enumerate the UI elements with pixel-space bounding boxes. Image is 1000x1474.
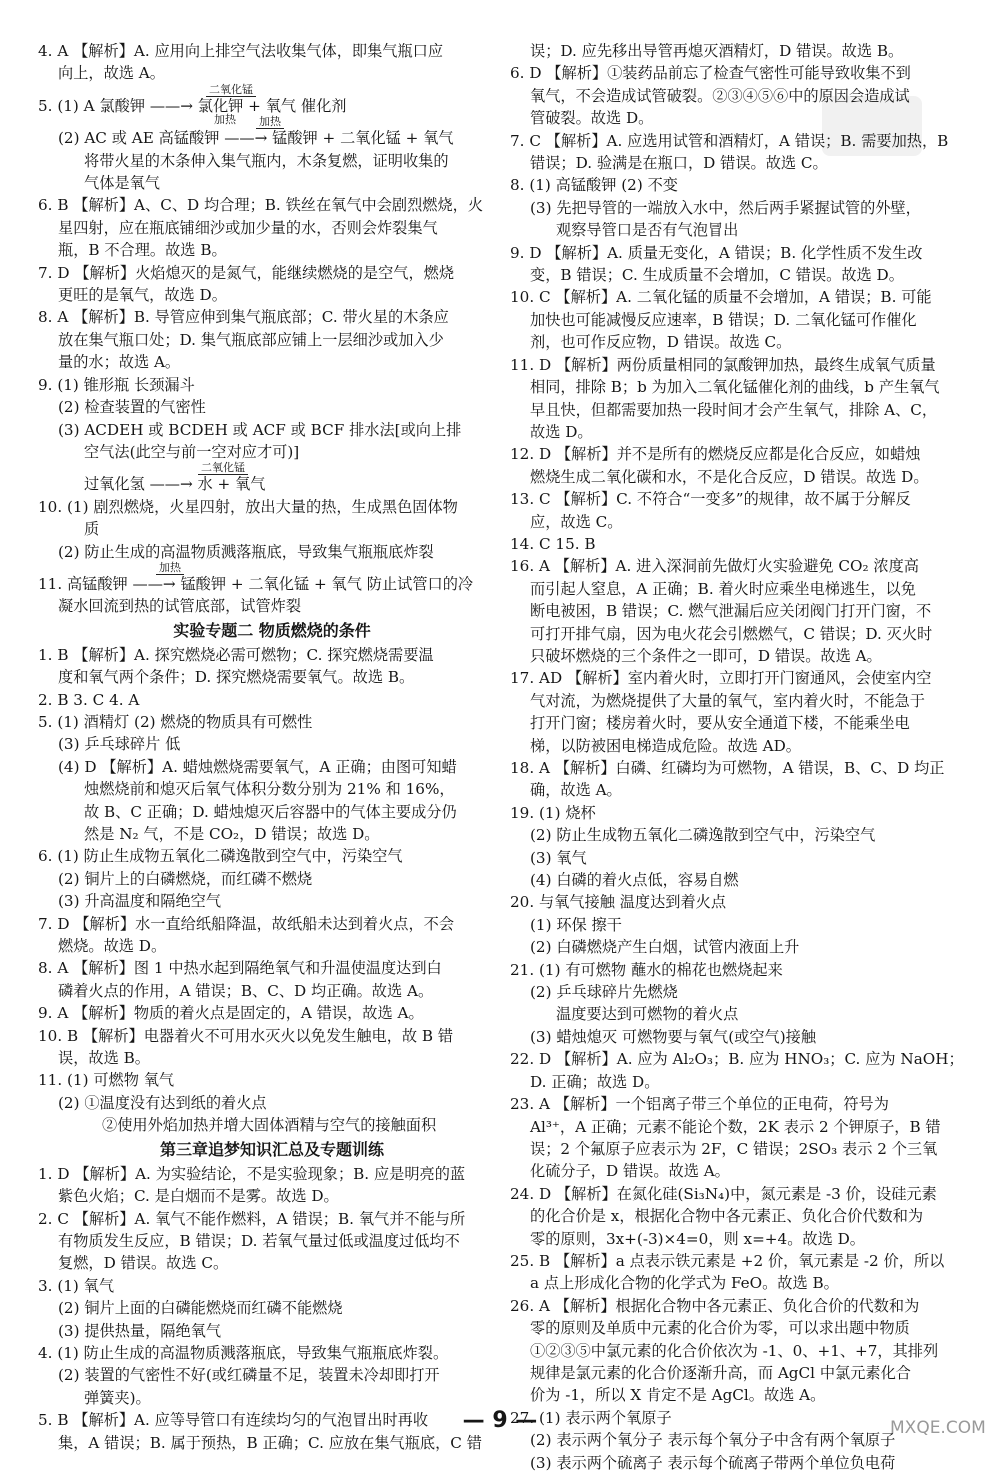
line-text: 过氧化氢 ——→ 水 + 氧气 [84, 475, 266, 494]
line-text: 质 [84, 520, 100, 539]
line-text: 24. D 【解析】在氮化硅(Si₃N₄)中，氮元素是 -3 价，设硅元素 [510, 1184, 937, 1203]
line-text: 空气法(此空与前一空对应才可)] [84, 442, 300, 461]
text-line [510, 533, 978, 555]
text-line [510, 757, 978, 779]
text-line [38, 1342, 506, 1364]
text-line [510, 600, 978, 622]
text-line [510, 376, 978, 398]
text-line [510, 645, 978, 667]
line-text: 零的原则，3x+(-3)×4=0，则 x=+4。故选 D。 [530, 1229, 865, 1248]
text-line [510, 824, 978, 846]
line-text: ①②③⑤中氯元素的化合价依次为 -1、0、+1、+7，其排列 [530, 1341, 939, 1360]
text-line [510, 219, 978, 241]
line-text: 8. (1) 高锰酸钾 (2) 不变 [510, 176, 678, 195]
line-text: 5. B 【解析】A. 应等导管口有连续均匀的气泡冒出时再收 [38, 1411, 429, 1430]
text-line [38, 239, 506, 261]
text-line [510, 1183, 978, 1205]
page-number: — 9 — [462, 1408, 538, 1433]
line-text: 17. AD 【解析】室内着火时，立即打开门窗通风，会使室内空 [510, 669, 932, 688]
text-line [38, 284, 506, 306]
text-line [510, 354, 978, 376]
text-line [38, 82, 506, 126]
line-text: 集，A 错误；B. 属于预热，B 正确；C. 应放在集气瓶底，C 错 [58, 1433, 482, 1452]
line-text: 实验专题二 物质燃烧的条件 [173, 620, 371, 640]
line-text: 星四射，应在瓶底铺细沙或加少量的水，否则会炸裂集气 [58, 218, 438, 237]
line-text: D. 正确；故选 D。 [530, 1072, 660, 1091]
text-line [510, 1160, 978, 1182]
text-line [510, 62, 978, 84]
text-line [38, 801, 506, 823]
text-line [510, 130, 978, 152]
line-text: (2) 铜片上的白磷燃烧，而红磷不燃烧 [58, 869, 313, 888]
text-line [38, 374, 506, 396]
line-text: 量的水；故选 A。 [58, 353, 181, 372]
text-line [510, 511, 978, 533]
line-text: 13. C 【解析】C. 不符合“一变多”的规律，故不属于分解反 [510, 490, 911, 509]
line-text: 1. D 【解析】A. 为实验结论，不是实验现象；B. 应是明亮的蓝 [38, 1164, 466, 1183]
text-line [38, 115, 506, 149]
text-line [510, 1026, 978, 1048]
text-line [38, 150, 506, 172]
text-line [38, 1275, 506, 1297]
text-line [510, 466, 978, 488]
text-line [510, 242, 978, 264]
line-text: 燃烧生成二氧化碳和水，不是化合反应，D 错误。故选 D。 [530, 467, 929, 486]
text-line [38, 845, 506, 867]
line-text: (4) 白磷的着火点低，容易自燃 [530, 871, 739, 890]
text-line [510, 174, 978, 196]
line-text: 错误；D. 验满是在瓶口，D 错误。故选 C。 [530, 154, 828, 173]
text-line [38, 1047, 506, 1069]
text-line [510, 40, 978, 62]
line-text: 加快也可能减慢反应速率，B 错误；D. 二氧化锰可作催化 [530, 310, 917, 329]
text-line [38, 461, 506, 495]
line-text: 凝水回流到热的试管底部，试管炸裂 [58, 597, 301, 616]
line-text: 的化合价是 x，根据化合物中各元素正、负化合价代数和为 [530, 1207, 924, 1226]
line-text: 可打开排气扇，因为电火花会引燃燃气，C 错误；D. 灭火时 [530, 624, 933, 643]
text-line [38, 62, 506, 84]
text-line [510, 1272, 978, 1294]
line-text: 气体是氧气 [84, 174, 160, 193]
text-line [38, 913, 506, 935]
text-line [510, 286, 978, 308]
line-text: 误；D. 应先移出导管再熄灭酒精灯，D 错误。故选 B。 [530, 42, 904, 60]
text-line [38, 890, 506, 912]
text-line [38, 1208, 506, 1230]
text-line [510, 1071, 978, 1093]
line-text: 观察导管口是否有气泡冒出 [556, 221, 739, 240]
text-line [510, 623, 978, 645]
line-text: (2) AC 或 AE 高锰酸钾 ——→ 锰酸钾 + 二氧化锰 + 氧气 [58, 129, 454, 148]
line-text: 25. B 【解析】a 点表示铁元素是 +2 价，氧元素是 -2 价，所以 [510, 1251, 945, 1270]
line-text: 11. D 【解析】两份质量相同的氯酸钾加热，最终生成氧气质量 [510, 355, 936, 374]
line-text: 12. D 【解析】并不是所有的燃烧反应都是化合反应，如蜡烛 [510, 445, 921, 464]
text-line [38, 396, 506, 418]
right-column [510, 40, 978, 1474]
line-text: (2) 检查装置的气密性 [58, 398, 206, 417]
reaction-condition: 二氧化锰 [198, 462, 248, 475]
line-text: ②使用外焰加热并增大固体酒精与空气的接触面积 [102, 1116, 437, 1135]
line-text: 16. A 【解析】A. 进入深洞前先做灯火实验避免 CO₂ 浓度高 [510, 557, 919, 576]
text-line [510, 690, 978, 712]
line-text: 氧气，不会造成试管破裂。②③④⑤⑥中的原因会造成试 [530, 86, 910, 105]
line-text: 6. D 【解析】①装药品前忘了检查气密性可能导致收集不到 [510, 64, 911, 83]
line-text: (3) 氧气 [530, 848, 587, 867]
text-line [38, 40, 506, 62]
text-line [510, 735, 978, 757]
text-line [38, 518, 506, 540]
line-text: 有物质发生反应，B 错误；D. 若氧气量过低或温度过低均不 [58, 1231, 460, 1250]
line-text: 放在集气瓶口处；D. 集气瓶底部应铺上一层细沙或加入少 [58, 330, 444, 349]
text-line [38, 560, 506, 595]
text-line [510, 1340, 978, 1362]
text-line [510, 309, 978, 331]
text-line [38, 217, 506, 239]
text-line [510, 399, 978, 421]
line-text: 价为 -1，所以 X 肯定不是 AgCl。故选 A。 [530, 1386, 826, 1405]
line-text: 3. (1) 氧气 [38, 1276, 115, 1295]
line-text: 规律是氯元素的化合价逐渐升高，而 AgCl 中氯元素化合 [530, 1363, 911, 1382]
line-text: (2) 装置的气密性不好(或红磷量不足，装置未冷却即打开 [58, 1366, 440, 1385]
text-line [510, 847, 978, 869]
text-line [38, 1163, 506, 1185]
text-line [38, 778, 506, 800]
line-text: 8. A 【解析】B. 导管应伸到集气瓶底部；C. 带火星的木条应 [38, 308, 449, 327]
line-text: 确，故选 A。 [530, 781, 622, 800]
text-line [510, 1093, 978, 1115]
text-line [38, 306, 506, 328]
text-line [510, 107, 978, 129]
line-text: 20. 与氧气接触 温度达到着火点 [510, 893, 727, 912]
line-text: (2) 表示两个氧分子 表示每个氧分子中含有两个氧原子 [530, 1431, 896, 1450]
text-line [510, 1205, 978, 1227]
line-text: (2) 铜片上面的白磷能燃烧而红磷不能燃烧 [58, 1299, 343, 1318]
text-line [38, 441, 506, 463]
section-heading [38, 1137, 506, 1163]
line-text: 10. C 【解析】A. 二氧化锰的质量不会增加，A 错误；B. 可能 [510, 288, 932, 307]
line-text: 2. C 【解析】A. 氧气不能作燃料，A 错误；B. 氧气并不能与所 [38, 1209, 466, 1228]
line-text: (4) D 【解析】A. 蜡烛燃烧需要氧气，A 正确；由图可知蜡 [58, 757, 457, 776]
line-text: (1) 环保 擦干 [530, 915, 622, 934]
text-line [510, 712, 978, 734]
line-text: 1. B 【解析】A. 探究燃烧必需可燃物；C. 探究燃烧需要温 [38, 645, 434, 664]
text-line [510, 331, 978, 353]
line-text: 10. (1) 剧烈燃烧，火星四射，放出大量的热，生成黑色固体物 [38, 497, 458, 516]
reaction-condition: 加热 [256, 116, 284, 129]
line-text: 然是 N₂ 气，不是 CO₂，D 错误；故选 D。 [84, 825, 380, 843]
text-line [38, 733, 506, 755]
line-text: 9. (1) 锥形瓶 长颈漏斗 [38, 375, 195, 394]
line-text: 6. (1) 防止生成物五氧化二磷逸散到空气中，污染空气 [38, 847, 403, 866]
line-text: 相同，排除 B；b 为加入二氧化锰催化剂的曲线，b 产生氧气 [530, 378, 940, 397]
line-text: 而引起人窒息，A 正确；B. 着火时应乘坐电梯逃生，以免 [530, 579, 916, 598]
text-line [510, 959, 978, 981]
line-text: 打开门窗；楼房着火时，要从安全通道下楼，不能乘坐电 [530, 714, 910, 733]
text-line [38, 194, 506, 216]
line-text: 23. A 【解析】一个铝离子带三个单位的正电荷，符号为 [510, 1095, 889, 1114]
text-line [38, 666, 506, 688]
line-text: 零的原则及单质中元素的化合价为零，可以求出题中物质 [530, 1319, 910, 1338]
line-text: 向上，故选 A。 [58, 64, 165, 83]
line-text: (3) 乒乓球碎片 低 [58, 735, 181, 754]
line-text: 26. A 【解析】根据化合物中各元素正、负化合价的代数和为 [510, 1296, 920, 1315]
line-text: 早且快，但都需要加热一段时间才会产生氧气，排除 A、C， [530, 400, 938, 419]
text-line [510, 152, 978, 174]
text-line [510, 443, 978, 465]
line-text: (3) 蜡烛熄灭 可燃物要与氧气(或空气)接触 [530, 1027, 817, 1046]
line-text: 19. (1) 烧杯 [510, 803, 596, 822]
text-line [510, 1138, 978, 1160]
line-text: 度和氧气两个条件；D. 探究燃烧需要氧气。故选 B。 [58, 668, 415, 687]
line-text: (2) 白磷燃烧产生白烟，试管内液面上升 [530, 938, 800, 957]
reaction-condition: 二氧化锰 [206, 84, 256, 97]
line-text: 更旺的是氧气，故选 D。 [58, 286, 227, 305]
text-line [510, 869, 978, 891]
text-line [510, 802, 978, 824]
line-text: 应，故选 C。 [530, 512, 623, 531]
text-line [38, 1364, 506, 1386]
text-line [510, 1295, 978, 1317]
line-text: 21. (1) 有可燃物 蘸水的棉花也燃烧起来 [510, 960, 783, 979]
text-line [38, 1025, 506, 1047]
text-line [38, 1297, 506, 1319]
line-text: 故选 D。 [530, 422, 593, 441]
text-line [38, 711, 506, 733]
line-text: 梯，以防被困电梯造成危险。故选 AD。 [530, 736, 801, 755]
text-line [510, 1228, 978, 1250]
text-line [38, 823, 506, 845]
line-text: 剂，也可作反应物，D 错误。故选 C。 [530, 333, 792, 352]
line-text: 化硫分子，D 错误。故选 A。 [530, 1162, 730, 1181]
line-text: 误；2 个氟原子应表示为 2F，C 错误；2SO₃ 表示 2 个三氧 [530, 1139, 938, 1158]
line-text: (2) ①温度没有达到纸的着火点 [58, 1093, 267, 1112]
line-text: 温度要达到可燃物的着火点 [556, 1005, 739, 1024]
line-text: 14. C 15. B [510, 534, 596, 553]
line-text: 将带火星的木条伸入集气瓶内，木条复燃，证明收集的 [84, 151, 449, 170]
text-line [510, 1452, 978, 1474]
text-line [510, 914, 978, 936]
text-line [510, 264, 978, 286]
text-line [38, 868, 506, 890]
text-line [38, 1252, 506, 1274]
line-text: 4. (1) 防止生成的高温物质溅落瓶底，导致集气瓶瓶底炸裂。 [38, 1343, 449, 1362]
line-text: 7. D 【解析】火焰熄灭的是氮气，能继续燃烧的是空气，燃烧 [38, 263, 455, 282]
text-line [38, 329, 506, 351]
line-text: 复燃，D 错误。故选 C。 [58, 1254, 229, 1273]
text-line [38, 262, 506, 284]
line-text: 6. B 【解析】A、C、D 均合理；B. 铁丝在氧气中会剧烈燃烧，火 [38, 196, 484, 215]
line-text: 5. (1) 酒精灯 (2) 燃烧的物质具有可燃性 [38, 712, 313, 731]
line-text: 4. A 【解析】A. 应用向上排空气法收集气体，即集气瓶口应 [38, 42, 444, 60]
text-line [38, 756, 506, 778]
line-text: (2) 乒乓球碎片先燃烧 [530, 983, 678, 1002]
section-heading [38, 618, 506, 644]
line-text: (3) 表示两个硫离子 表示每个硫离子带两个单位负电荷 [530, 1453, 896, 1472]
text-line [510, 1250, 978, 1272]
text-line [510, 981, 978, 1003]
text-line [38, 980, 506, 1002]
text-line [510, 891, 978, 913]
text-line [510, 197, 978, 219]
line-text: 22. D 【解析】A. 应为 Al₂O₃；B. 应为 HNO₃；C. 应为 NaOH； [510, 1050, 964, 1069]
text-line [510, 667, 978, 689]
text-line [38, 1432, 506, 1454]
line-text: 5. (1) A 氯酸钾 ——→ 氯化钾 + 氧气 催化剂 [38, 96, 347, 115]
text-line [38, 1387, 506, 1409]
text-line [38, 1230, 506, 1252]
text-line [38, 1002, 506, 1024]
line-text: 误，故选 B。 [58, 1049, 150, 1068]
line-text: 27. (1) 表示两个氧原子 [510, 1408, 672, 1427]
text-line [510, 779, 978, 801]
line-text: (3) 提供热量，隔绝氧气 [58, 1321, 222, 1340]
line-text: 故 B、C 正确；D. 蜡烛熄灭后容器中的气体主要成分仍 [84, 802, 457, 821]
text-line [38, 644, 506, 666]
text-line [510, 1116, 978, 1138]
text-line [510, 1384, 978, 1406]
text-line [510, 578, 978, 600]
text-line [510, 1003, 978, 1025]
line-text: (3) ACDEH 或 BCDEH 或 ACF 或 BCF 排水法[或向上排 [58, 420, 462, 439]
text-line [38, 351, 506, 373]
line-text: Al³⁺，A 正确；元素不能论个数，2K 表示 2 个钾原子，B 错 [530, 1117, 941, 1136]
line-text: 8. A 【解析】图 1 中热水起到隔绝氧气和升温使温度达到白 [38, 959, 442, 978]
line-text: 9. A 【解析】物质的着火点是固定的，A 错误，故选 A。 [38, 1004, 424, 1023]
line-text: 变，B 错误；C. 生成质量不会增加，C 错误。故选 D。 [530, 266, 904, 285]
text-line [510, 85, 978, 107]
text-line [38, 595, 506, 617]
line-text: 气对流，为燃烧提供了大量的氧气，室内着火时，不能急于 [530, 691, 925, 710]
text-line [38, 172, 506, 194]
line-text: 燃烧。故选 D。 [58, 937, 167, 956]
text-line [38, 1320, 506, 1342]
line-text: 磷着火点的作用，A 错误；B、C、D 均正确。故选 A。 [58, 981, 434, 1000]
text-line [38, 1092, 506, 1114]
text-line [510, 1048, 978, 1070]
reaction-condition-below: 加热 [214, 112, 236, 126]
line-text: 管破裂。故选 D。 [530, 109, 654, 128]
line-text: (3) 先把导管的一端放入水中，然后两手紧握试管的外壁， [530, 198, 921, 217]
line-text: 瓶，B 不合理。故选 B。 [58, 241, 227, 260]
line-text: (3) 升高温度和隔绝空气 [58, 892, 222, 911]
line-text: 只破坏燃烧的三个条件之一即可，D 错误。故选 A。 [530, 646, 882, 665]
text-line [38, 496, 506, 518]
line-text: 7. C 【解析】A. 应选用试管和酒精灯，A 错误；B. 需要加热，B [510, 131, 949, 150]
text-line [510, 1317, 978, 1339]
text-line [510, 421, 978, 443]
text-line [38, 1114, 506, 1136]
text-line [38, 541, 506, 563]
left-column [38, 40, 506, 1454]
text-line [510, 1362, 978, 1384]
text-line [510, 555, 978, 577]
reaction-condition: 加热 [156, 562, 184, 575]
text-line [38, 957, 506, 979]
line-text: 11. (1) 可燃物 氧气 [38, 1071, 175, 1090]
line-text: 18. A 【解析】白磷、红磷均为可燃物，A 错误，B、C、D 均正 [510, 759, 945, 777]
line-text: (2) 防止生成的高温物质溅落瓶底，导致集气瓶瓶底炸裂 [58, 542, 434, 561]
line-text: 11. 高锰酸钾 ——→ 锰酸钾 + 二氧化锰 + 氧气 防止试管口的冷 [38, 574, 474, 593]
text-line [38, 689, 506, 711]
line-text: 9. D 【解析】A. 质量无变化，A 错误；B. 化学性质不发生改 [510, 243, 923, 262]
line-text: 7. D 【解析】水一直给纸船降温，故纸船未达到着火点，不会 [38, 914, 455, 933]
text-line [38, 419, 506, 441]
text-line [38, 1069, 506, 1091]
text-line [510, 488, 978, 510]
text-line [38, 1185, 506, 1207]
line-text: 10. B 【解析】电器着火不可用水灭火以免发生触电，故 B 错 [38, 1026, 454, 1045]
line-text: 断电被困，B 错误；C. 燃气泄漏后应关闭阀门打开门窗，不 [530, 602, 932, 621]
line-text: a 点上形成化合物的化学式为 FeO。故选 B。 [530, 1274, 839, 1293]
line-text: 烛燃烧前和熄灭后氧气体积分数分别为 21% 和 16%， [84, 780, 455, 799]
watermark: MXQE.COM [890, 1418, 986, 1438]
line-text: (2) 防止生成物五氧化二磷逸散到空气中，污染空气 [530, 826, 876, 845]
text-line [38, 935, 506, 957]
line-text: 第三章追梦知识汇总及专题训练 [159, 1139, 384, 1159]
line-text: 弹簧夹)。 [84, 1388, 151, 1407]
line-text: 紫色火焰；C. 是白烟而不是雾。故选 D。 [58, 1187, 339, 1206]
text-line [510, 936, 978, 958]
line-text: 2. B 3. C 4. A [38, 690, 140, 709]
